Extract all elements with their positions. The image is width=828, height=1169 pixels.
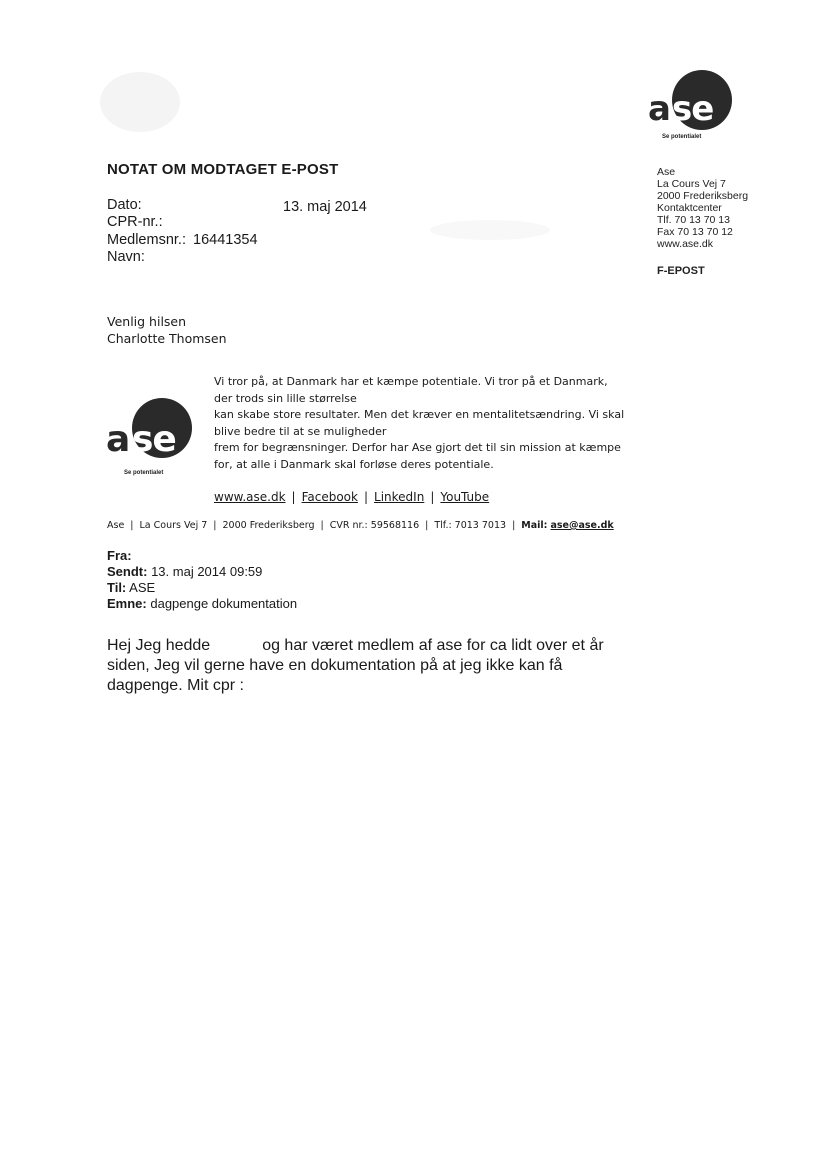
footer-city: 2000 Frederiksberg — [222, 520, 315, 531]
promo-line: blive bedre til at se muligheder — [214, 424, 387, 438]
date-label: Dato: — [107, 197, 142, 213]
to-label: Til: — [107, 580, 127, 595]
email-subject — [107, 596, 297, 612]
sender-line: Ase — [657, 166, 676, 178]
footer-separator: | — [320, 520, 324, 531]
footer-mail-label: Mail: — [521, 520, 548, 531]
sender-line: 2000 Frederiksberg — [657, 190, 749, 202]
ase-logo-top — [640, 68, 740, 148]
email-from — [107, 548, 297, 564]
facebook-link[interactable]: Facebook — [301, 490, 358, 504]
scan-smudge — [100, 72, 180, 132]
company-footer — [107, 520, 614, 531]
promo-line: for, at alle i Danmark skal forløse deres potentiale. — [214, 457, 494, 471]
email-header — [107, 548, 297, 612]
email-body — [107, 636, 627, 696]
sent-value: 13. maj 2014 09:59 — [151, 564, 263, 579]
member-label: Medlemsnr.: — [107, 232, 186, 248]
footer-separator: | — [130, 520, 134, 531]
body-line: dagpenge. Mit cpr : — [107, 677, 244, 694]
sender-line: Fax 70 13 70 12 — [657, 226, 733, 238]
linkedin-link[interactable]: LinkedIn — [374, 490, 425, 504]
cpr-label: CPR-nr.: — [107, 214, 163, 230]
date-value: 13. maj 2014 — [283, 199, 367, 215]
subject-value: dagpenge dokumentation — [150, 596, 298, 611]
logo-letters-se: se — [132, 419, 176, 460]
footer-separator: | — [425, 520, 429, 531]
logo-letter-a: a — [648, 89, 670, 129]
email-to — [107, 580, 297, 596]
document-type: F-EPOST — [657, 265, 705, 277]
ase-logo-signature — [104, 394, 204, 484]
sent-label: Sendt: — [107, 564, 148, 579]
subject-label: Emne: — [107, 596, 147, 611]
logo-tagline: Se potentialet — [662, 134, 702, 140]
sender-line: Kontaktcenter — [657, 202, 722, 214]
page-title: NOTAT OM MODTAGET E-POST — [107, 161, 339, 178]
footer-separator: | — [213, 520, 217, 531]
email-sent — [107, 564, 297, 580]
name-label: Navn: — [107, 249, 145, 265]
footer-phone: Tlf.: 7013 7013 — [434, 520, 507, 531]
logo-letters-se: se — [672, 89, 714, 129]
to-value: ASE — [129, 580, 156, 595]
sender-address — [657, 166, 748, 250]
signature-name: Charlotte Thomsen — [107, 331, 227, 346]
promo-text — [214, 374, 634, 473]
link-separator: | — [291, 490, 296, 504]
social-links — [214, 490, 489, 504]
signature-greeting: Venlig hilsen — [107, 314, 187, 329]
body-line: Hej Jeg hedde og har været medlem af ase for ca lidt over et år — [107, 637, 604, 654]
logo-tagline: Se potentialet — [124, 470, 164, 476]
link-separator: | — [430, 490, 435, 504]
body-line: siden, Jeg vil gerne have en dokumentation på at jeg ikke kan få — [107, 657, 563, 674]
signature — [107, 313, 227, 347]
website-link[interactable]: www.ase.dk — [214, 490, 286, 504]
sender-line: La Cours Vej 7 — [657, 178, 726, 190]
footer-name: Ase — [107, 520, 125, 531]
member-value: 16441354 — [193, 232, 258, 248]
promo-line: Vi tror på, at Danmark har et kæmpe potentiale. Vi tror på et Danmark, — [214, 375, 608, 388]
promo-line: der trods sin lille størrelse — [214, 391, 357, 405]
link-separator: | — [363, 490, 369, 504]
logo-letter-a: a — [106, 419, 130, 460]
promo-line: kan skabe store resultater. Men det kræver en mentalitetsændring. Vi skal — [214, 408, 625, 421]
from-label: Fra: — [107, 548, 132, 563]
footer-cvr: CVR nr.: 59568116 — [329, 520, 420, 531]
footer-separator: | — [512, 520, 516, 531]
sender-line: Tlf. 70 13 70 13 — [657, 214, 730, 226]
footer-mail[interactable]: ase@ase.dk — [550, 520, 614, 531]
promo-line: frem for begrænsninger. Derfor har Ase gjort det til sin mission at kæmpe — [214, 441, 621, 454]
sender-line: www.ase.dk — [657, 238, 714, 250]
footer-street: La Cours Vej 7 — [139, 520, 208, 531]
youtube-link[interactable]: YouTube — [440, 490, 490, 504]
scan-smudge — [430, 220, 550, 240]
